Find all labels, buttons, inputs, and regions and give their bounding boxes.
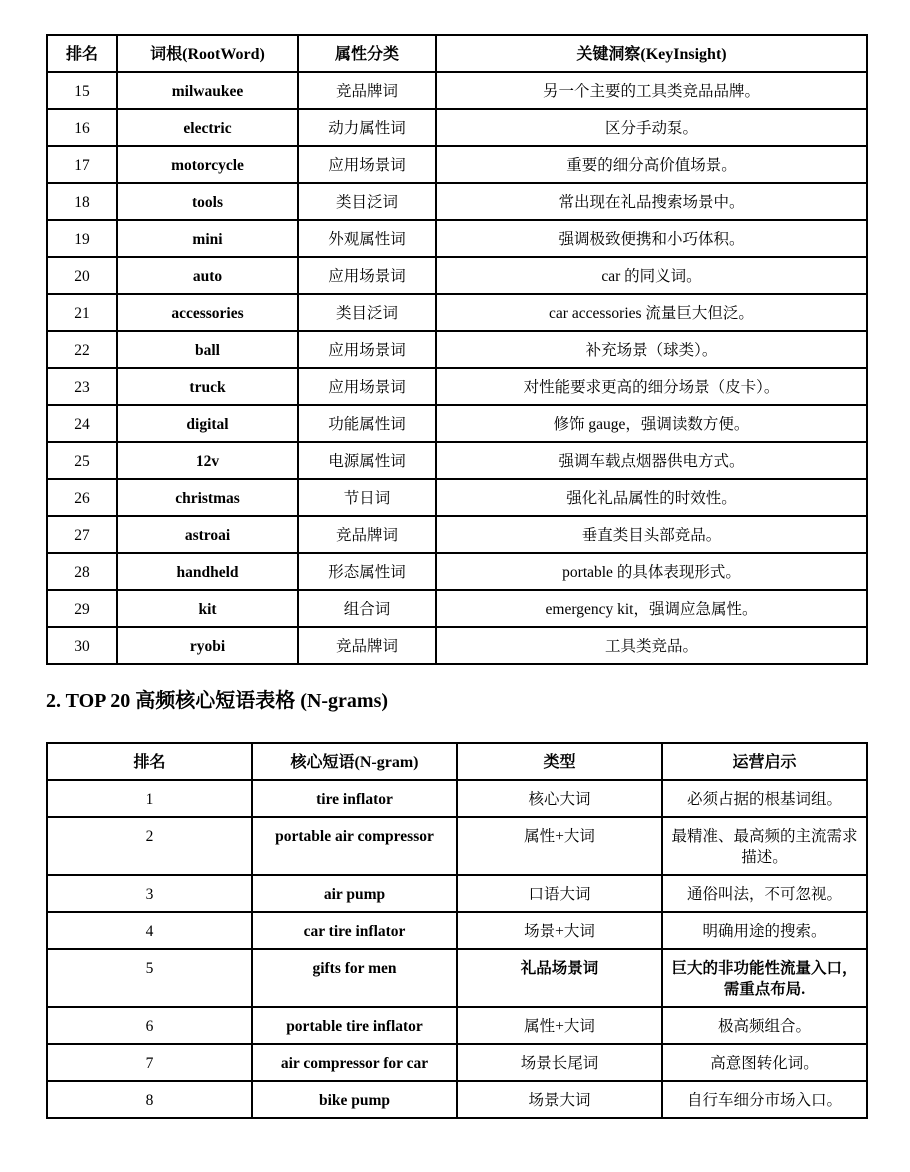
rank-cell: 21 — [47, 294, 117, 331]
column-header: 排名 — [47, 743, 252, 780]
root-word-cell: accessories — [117, 294, 298, 331]
column-header: 运营启示 — [662, 743, 867, 780]
rank-cell: 6 — [47, 1007, 252, 1044]
insight-cell: 通俗叫法，不可忽视。 — [662, 875, 867, 912]
insight-cell: 强调车载点烟器供电方式。 — [436, 442, 867, 479]
root-word-table-header-row — [47, 35, 867, 72]
root-word-cell: astroai — [117, 516, 298, 553]
table-row — [47, 146, 867, 183]
type-cell: 核心大词 — [457, 780, 662, 817]
insight-cell: 对性能要求更高的细分场景（皮卡）。 — [436, 368, 867, 405]
type-cell: 场景+大词 — [457, 912, 662, 949]
root-word-cell: auto — [117, 257, 298, 294]
rank-cell: 17 — [47, 146, 117, 183]
insight-cell: 工具类竞品。 — [436, 627, 867, 664]
rank-cell: 3 — [47, 875, 252, 912]
rank-cell: 7 — [47, 1044, 252, 1081]
section-heading: 2. TOP 20 高频核心短语表格 (N-grams) — [46, 690, 389, 712]
category-cell: 功能属性词 — [298, 405, 436, 442]
insight-cell: 高意图转化词。 — [662, 1044, 867, 1081]
category-cell: 组合词 — [298, 590, 436, 627]
phrase-cell: bike pump — [252, 1081, 457, 1118]
type-cell: 场景大词 — [457, 1081, 662, 1118]
rank-cell: 4 — [47, 912, 252, 949]
insight-cell: 强调极致便携和小巧体积。 — [436, 220, 867, 257]
phrase-cell: air compressor for car — [252, 1044, 457, 1081]
column-header: 类型 — [457, 743, 662, 780]
root-word-cell: digital — [117, 405, 298, 442]
phrase-cell: portable tire inflator — [252, 1007, 457, 1044]
insight-cell: emergency kit，强调应急属性。 — [436, 590, 867, 627]
category-cell: 竞品牌词 — [298, 72, 436, 109]
phrase-cell: gifts for men — [252, 949, 457, 1007]
rank-cell: 20 — [47, 257, 117, 294]
rank-cell: 26 — [47, 479, 117, 516]
root-word-cell: kit — [117, 590, 298, 627]
rank-cell: 23 — [47, 368, 117, 405]
insight-cell: 极高频组合。 — [662, 1007, 867, 1044]
table-row — [47, 516, 867, 553]
table-row — [47, 590, 867, 627]
root-word-cell: ryobi — [117, 627, 298, 664]
rank-cell: 2 — [47, 817, 252, 875]
phrase-cell: portable air compressor — [252, 817, 457, 875]
rank-cell: 30 — [47, 627, 117, 664]
table-row — [47, 479, 867, 516]
insight-cell: 区分手动泵。 — [436, 109, 867, 146]
table-row — [47, 1081, 867, 1118]
table-row — [47, 912, 867, 949]
category-cell: 形态属性词 — [298, 553, 436, 590]
rank-cell: 28 — [47, 553, 117, 590]
table-row — [47, 405, 867, 442]
rank-cell: 29 — [47, 590, 117, 627]
column-header: 词根(RootWord) — [117, 35, 298, 72]
phrase-cell: car tire inflator — [252, 912, 457, 949]
category-cell: 外观属性词 — [298, 220, 436, 257]
root-word-cell: motorcycle — [117, 146, 298, 183]
column-header: 排名 — [47, 35, 117, 72]
table-row — [47, 1007, 867, 1044]
column-header: 核心短语(N-gram) — [252, 743, 457, 780]
insight-cell: 垂直类目头部竞品。 — [436, 516, 867, 553]
insight-cell: 修饰 gauge，强调读数方便。 — [436, 405, 867, 442]
insight-cell: 重要的细分高价值场景。 — [436, 146, 867, 183]
root-word-cell: ball — [117, 331, 298, 368]
category-cell: 动力属性词 — [298, 109, 436, 146]
root-word-cell: electric — [117, 109, 298, 146]
insight-cell: car accessories 流量巨大但泛。 — [436, 294, 867, 331]
root-word-cell: truck — [117, 368, 298, 405]
rank-cell: 24 — [47, 405, 117, 442]
root-word-cell: handheld — [117, 553, 298, 590]
type-cell: 场景长尾词 — [457, 1044, 662, 1081]
rank-cell: 5 — [47, 949, 252, 1007]
type-cell: 口语大词 — [457, 875, 662, 912]
category-cell: 应用场景词 — [298, 146, 436, 183]
category-cell: 电源属性词 — [298, 442, 436, 479]
insight-cell: 必须占据的根基词组。 — [662, 780, 867, 817]
table-row — [47, 294, 867, 331]
table-row — [47, 257, 867, 294]
root-word-table — [46, 34, 868, 665]
rank-cell: 15 — [47, 72, 117, 109]
category-cell: 类目泛词 — [298, 183, 436, 220]
rank-cell: 19 — [47, 220, 117, 257]
table-row — [47, 442, 867, 479]
phrase-cell: tire inflator — [252, 780, 457, 817]
table-row — [47, 368, 867, 405]
rank-cell: 22 — [47, 331, 117, 368]
root-word-cell: milwaukee — [117, 72, 298, 109]
category-cell: 类目泛词 — [298, 294, 436, 331]
ngram-table — [46, 742, 868, 1119]
rank-cell: 16 — [47, 109, 117, 146]
table-row — [47, 220, 867, 257]
root-word-cell: 12v — [117, 442, 298, 479]
type-cell: 属性+大词 — [457, 817, 662, 875]
table-row — [47, 553, 867, 590]
table-row — [47, 1044, 867, 1081]
type-cell: 属性+大词 — [457, 1007, 662, 1044]
insight-cell: 巨大的非功能性流量入口，需重点布局. — [662, 949, 867, 1007]
insight-cell: 最精准、最高频的主流需求描述。 — [662, 817, 867, 875]
rank-cell: 25 — [47, 442, 117, 479]
insight-cell: 自行车细分市场入口。 — [662, 1081, 867, 1118]
category-cell: 应用场景词 — [298, 331, 436, 368]
insight-cell: 明确用途的搜索。 — [662, 912, 867, 949]
category-cell: 应用场景词 — [298, 257, 436, 294]
table-row — [47, 949, 867, 1007]
category-cell: 节日词 — [298, 479, 436, 516]
table-row — [47, 780, 867, 817]
column-header: 关键洞察(KeyInsight) — [436, 35, 867, 72]
insight-cell: portable 的具体表现形式。 — [436, 553, 867, 590]
category-cell: 竞品牌词 — [298, 627, 436, 664]
insight-cell: 常出现在礼品搜索场景中。 — [436, 183, 867, 220]
category-cell: 应用场景词 — [298, 368, 436, 405]
table-row — [47, 183, 867, 220]
table-row — [47, 627, 867, 664]
column-header: 属性分类 — [298, 35, 436, 72]
rank-cell: 1 — [47, 780, 252, 817]
phrase-cell: air pump — [252, 875, 457, 912]
type-cell: 礼品场景词 — [457, 949, 662, 1007]
insight-cell: 另一个主要的工具类竞品品牌。 — [436, 72, 867, 109]
insight-cell: car 的同义词。 — [436, 257, 867, 294]
table-row — [47, 109, 867, 146]
root-word-cell: christmas — [117, 479, 298, 516]
insight-cell: 强化礼品属性的时效性。 — [436, 479, 867, 516]
root-word-cell: tools — [117, 183, 298, 220]
rank-cell: 18 — [47, 183, 117, 220]
insight-cell: 补充场景（球类）。 — [436, 331, 867, 368]
table-row — [47, 817, 867, 875]
category-cell: 竞品牌词 — [298, 516, 436, 553]
rank-cell: 8 — [47, 1081, 252, 1118]
ngram-table-header-row — [47, 743, 867, 780]
rank-cell: 27 — [47, 516, 117, 553]
root-word-cell: mini — [117, 220, 298, 257]
table-row — [47, 875, 867, 912]
table-row — [47, 72, 867, 109]
table-row — [47, 331, 867, 368]
